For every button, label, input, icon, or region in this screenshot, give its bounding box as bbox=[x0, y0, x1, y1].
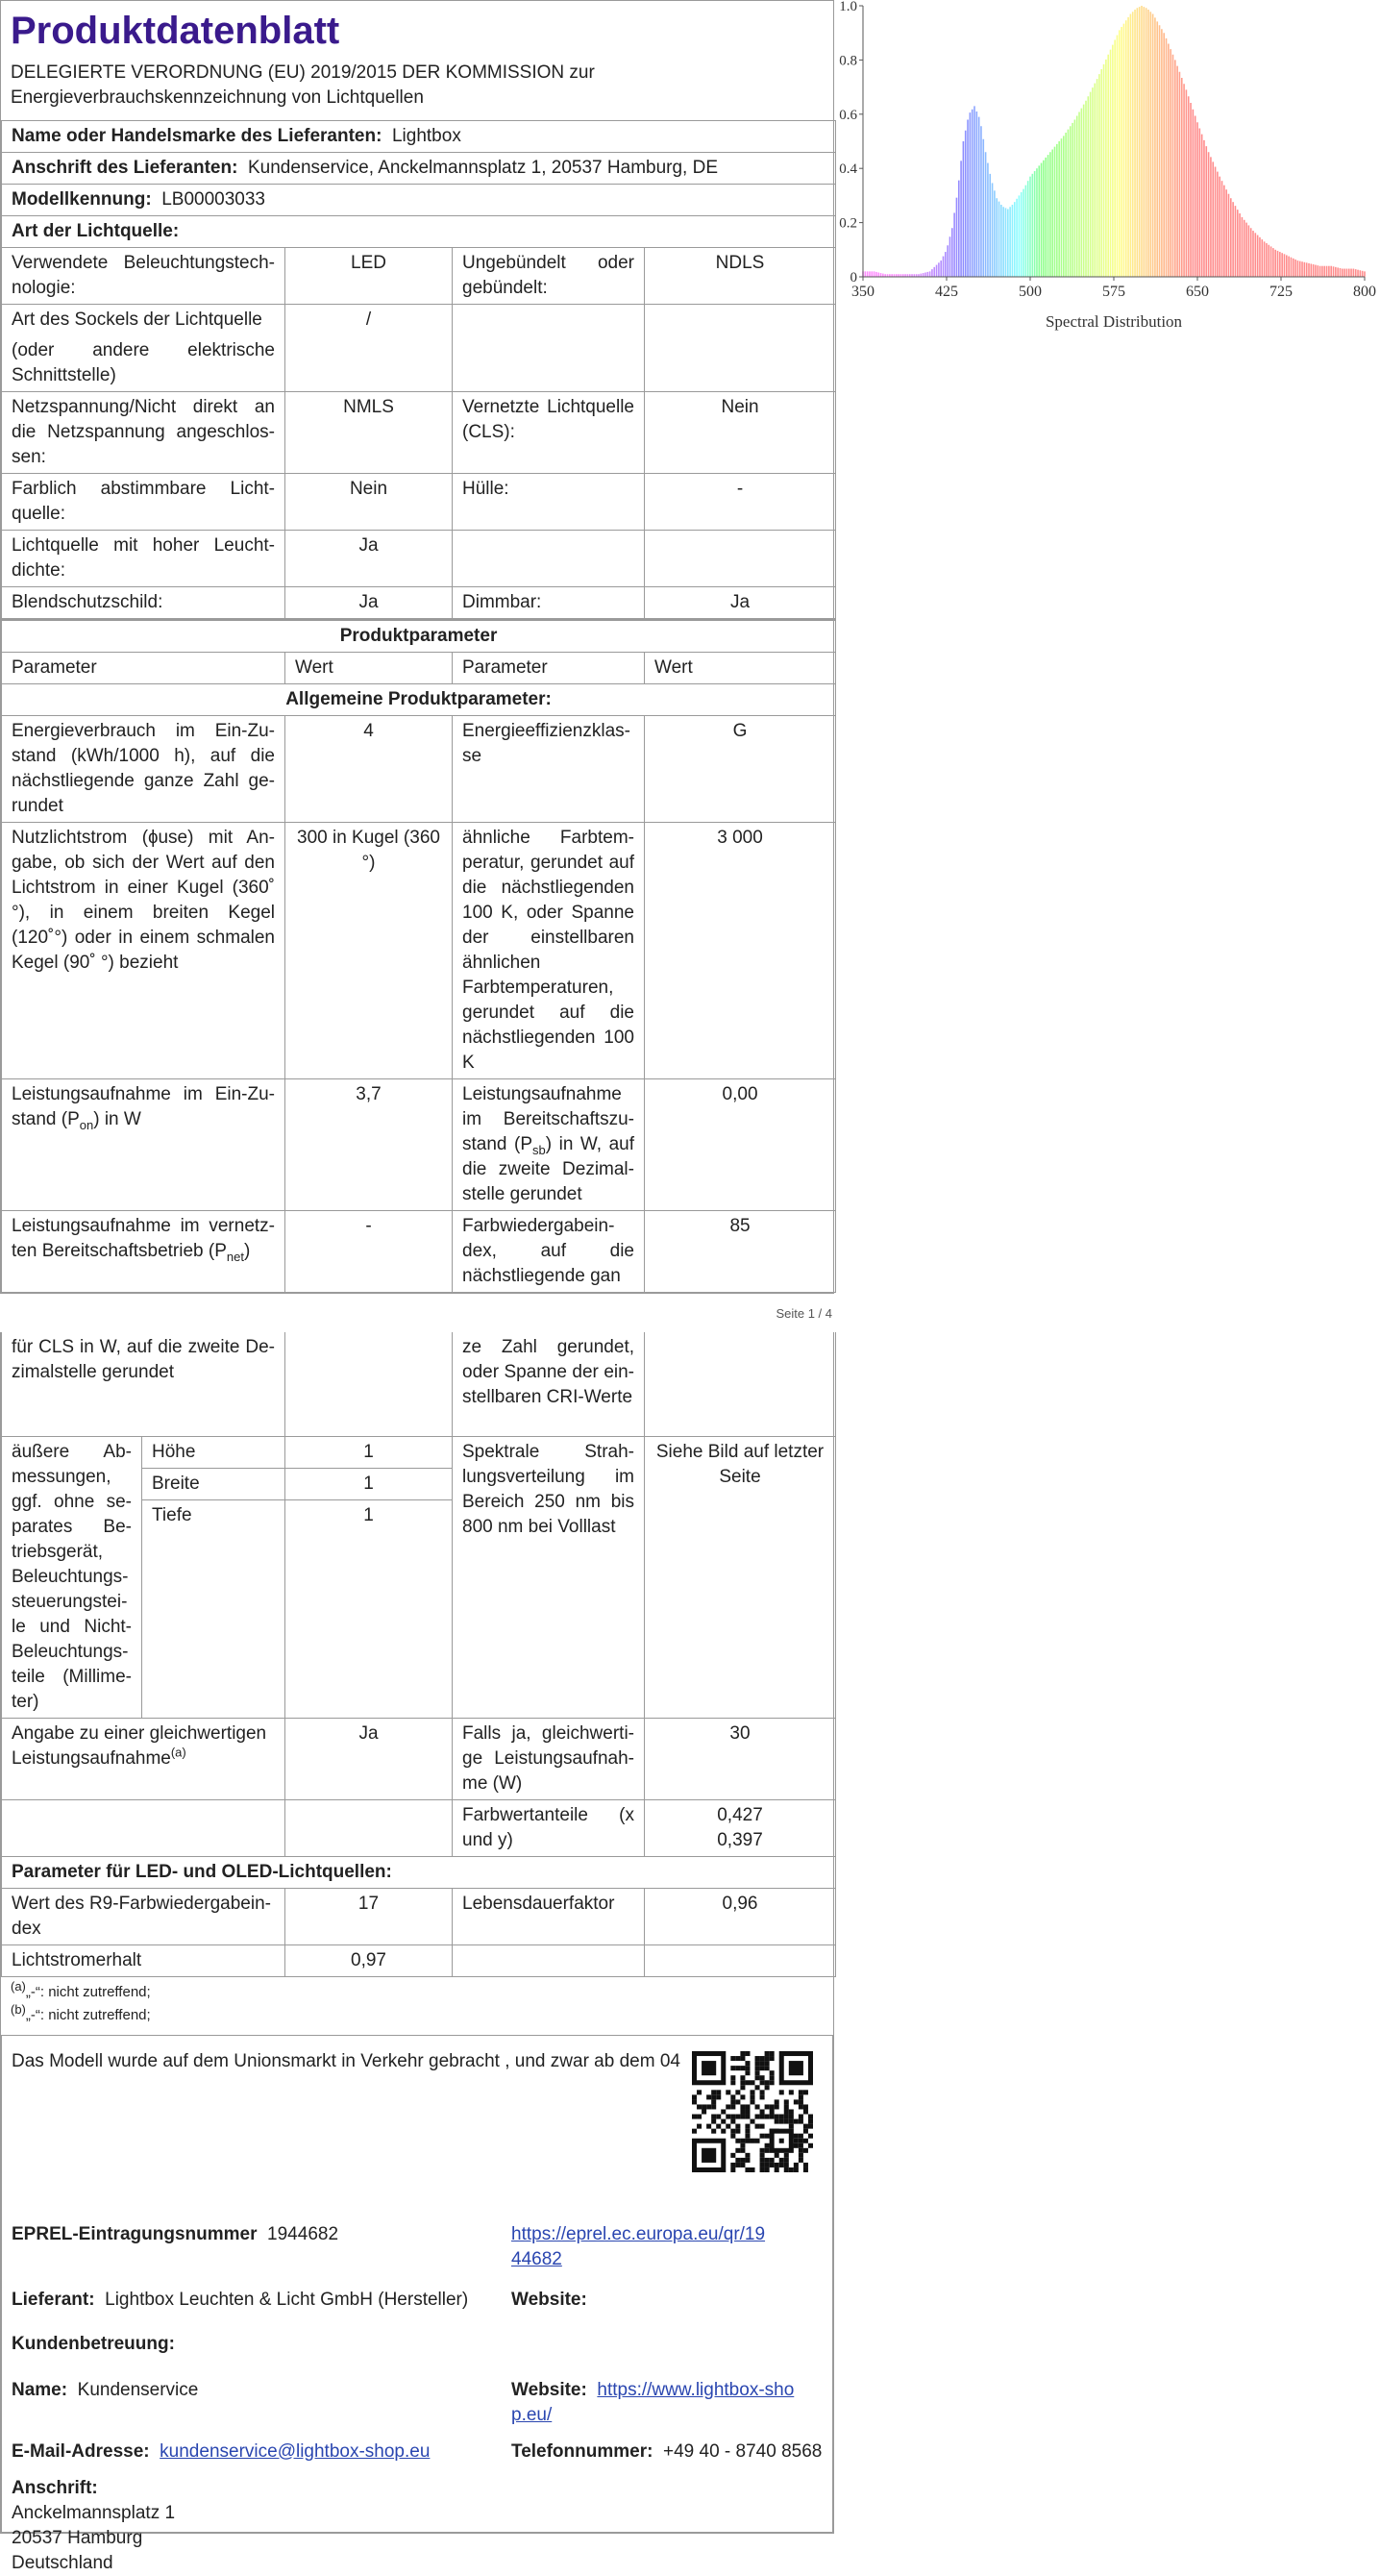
cell-text: ) in W bbox=[93, 1109, 141, 1129]
x-tick-label: 575 bbox=[1102, 284, 1125, 300]
footnote-text: „-“: nicht zutreffend; bbox=[25, 2006, 151, 2023]
cell: Ja bbox=[285, 1718, 453, 1799]
page-number: Seite 1 / 4 bbox=[776, 1306, 832, 1321]
cell bbox=[645, 305, 836, 392]
cell: 3,7 bbox=[285, 1079, 453, 1211]
table-row bbox=[2, 1211, 836, 1293]
website-label: Website: bbox=[511, 2289, 587, 2310]
cell: Ja bbox=[285, 531, 453, 587]
cell: G bbox=[645, 716, 836, 823]
cell: Ja bbox=[645, 587, 836, 619]
model-row bbox=[2, 185, 836, 216]
column-header-value: Wert bbox=[645, 653, 836, 684]
section-header-row bbox=[2, 684, 836, 716]
qr-code-icon[interactable] bbox=[692, 2051, 813, 2172]
email-label: E-Mail-Adresse: bbox=[12, 2440, 150, 2462]
cell: - bbox=[645, 474, 836, 531]
cell: 0,96 bbox=[645, 1888, 836, 1944]
cell: Wert des R9-Farbwiedergabeindex bbox=[2, 1888, 285, 1944]
x-tick-label: 500 bbox=[1019, 284, 1042, 300]
chroma-x: 0,427 bbox=[717, 1804, 763, 1825]
section-header-row bbox=[2, 620, 836, 653]
depth-label: Tiefe bbox=[142, 1500, 285, 1718]
email-link[interactable]: kundenservice@lightbox-shop.eu bbox=[160, 2440, 431, 2462]
supplier-line bbox=[12, 2288, 468, 2313]
page-title: Produktdatenblatt bbox=[11, 10, 340, 52]
model-label: Modellkennung: bbox=[12, 189, 152, 210]
x-tick-label: 350 bbox=[851, 284, 875, 300]
cell: Nein bbox=[645, 392, 836, 474]
name-line bbox=[12, 2378, 198, 2403]
cell bbox=[645, 531, 836, 587]
cell-text: Leistungsaufnahme im vernetzten Bereitschaftsbetrieb (P bbox=[12, 1216, 275, 1261]
eprel-line bbox=[12, 2222, 338, 2247]
cell-text: Angabe zu einer gleichwertigen Leistungsaufnahme bbox=[12, 1722, 267, 1769]
eprel-link[interactable]: https://eprel.ec.europa.eu/qr/19 44682 bbox=[511, 2223, 766, 2269]
table-row bbox=[2, 1332, 836, 1436]
width-label: Breite bbox=[142, 1468, 285, 1499]
spectral-label: Spektrale Strahlungsverteilung im Bereich 250 nm bis 800 nm bei Volllast bbox=[453, 1436, 645, 1718]
website-label: Website: bbox=[511, 2379, 587, 2400]
address-row bbox=[2, 153, 836, 185]
phone-label: Telefonnummer: bbox=[511, 2440, 653, 2462]
cell: NMLS bbox=[285, 392, 453, 474]
supplier-table bbox=[1, 120, 836, 619]
y-tick-label: 1.0 bbox=[839, 0, 857, 14]
section-header-row bbox=[2, 1856, 836, 1888]
cell: / bbox=[285, 305, 453, 392]
height-label: Höhe bbox=[142, 1436, 285, 1468]
cell: - bbox=[285, 1211, 453, 1293]
cell: 3 000 bbox=[645, 823, 836, 1079]
cell: ähnliche Farbtemperatur, gerundet auf die nächstliegenden 100 K, oder Spanne der einstellbaren ähnlichen Farbtemperaturen, gerundet auf die nächstliegenden 100 K bbox=[453, 823, 645, 1079]
x-tick-label: 650 bbox=[1186, 284, 1209, 300]
cell: Farbwiedergabeindex, auf die nächstliegende gan bbox=[453, 1211, 645, 1293]
cell: Lebensdauerfaktor bbox=[453, 1888, 645, 1944]
cell: Lichtstromerhalt bbox=[2, 1944, 285, 1976]
cell: Nein bbox=[285, 474, 453, 531]
column-header-row bbox=[2, 653, 836, 684]
cell: 300 in Kugel (360 °) bbox=[285, 823, 453, 1079]
cell-line: Art des Sockels der Lichtquelle bbox=[12, 310, 262, 330]
y-tick-label: 0.6 bbox=[839, 107, 857, 123]
spectral-distribution-chart bbox=[834, 0, 1380, 336]
x-tick-label: 425 bbox=[935, 284, 958, 300]
cell bbox=[2, 1211, 285, 1293]
y-tick-label: 0.2 bbox=[839, 215, 857, 232]
cell-line: (oder andere elektrische Schnittstelle) bbox=[12, 340, 275, 385]
table-row bbox=[2, 716, 836, 823]
phone-line bbox=[511, 2440, 822, 2465]
footnote-mark: (a) bbox=[11, 1978, 26, 1994]
cell-text: ) in W, auf die zweite Dezimalstelle gerundet bbox=[462, 1134, 635, 1204]
cell: NDLS bbox=[645, 248, 836, 305]
cell: 17 bbox=[285, 1888, 453, 1944]
cell bbox=[453, 305, 645, 392]
table-row bbox=[2, 305, 836, 392]
cell bbox=[645, 1799, 836, 1856]
cell-text: Leistungsaufnahme im Ein-Zustand (P bbox=[12, 1084, 275, 1129]
cell: Falls ja, gleichwertige Leistungsaufnahme (W) bbox=[453, 1718, 645, 1799]
cell: Ja bbox=[285, 587, 453, 619]
supplier-info-value: Lightbox Leuchten & Licht GmbH (Hersteller) bbox=[105, 2289, 469, 2310]
table-row bbox=[2, 392, 836, 474]
supplier-info-box bbox=[1, 2035, 833, 2573]
table-row bbox=[2, 1944, 836, 1976]
cell bbox=[2, 1799, 285, 1856]
width-value: 1 bbox=[285, 1468, 453, 1499]
column-header-value: Wert bbox=[285, 653, 453, 684]
cell bbox=[285, 1332, 453, 1436]
cell: Lichtquelle mit hoher Leuchtdichte: bbox=[2, 531, 285, 587]
height-value: 1 bbox=[285, 1436, 453, 1468]
depth-value: 1 bbox=[285, 1500, 453, 1718]
cell-text: ) bbox=[243, 1241, 251, 1261]
website-line bbox=[511, 2378, 819, 2428]
cell: 85 bbox=[645, 1211, 836, 1293]
cell: Dimmbar: bbox=[453, 587, 645, 619]
cell bbox=[285, 1799, 453, 1856]
table-row bbox=[2, 823, 836, 1079]
cell: Hülle: bbox=[453, 474, 645, 531]
cell-text: Leistungsaufnahme im Bereitschaftszustand (P bbox=[462, 1084, 634, 1154]
supplier-row bbox=[2, 121, 836, 153]
light-source-type-row bbox=[2, 216, 836, 248]
led-parameters-heading: Parameter für LED- und OLED-Lichtquellen: bbox=[2, 1856, 836, 1888]
table-row bbox=[2, 587, 836, 619]
dimensions-label: äußere Abmessungen, ggf. ohne separates Betriebsgerät, Beleuchtungssteuerungsteile und Nicht-Beleuchtungsteile (Millimeter) bbox=[2, 1436, 142, 1718]
footnotes bbox=[1, 1977, 833, 2029]
name-label: Name: bbox=[12, 2379, 68, 2400]
cell bbox=[453, 1944, 645, 1976]
footnote bbox=[1, 1978, 833, 2004]
market-text: Das Modell wurde auf dem Unionsmarkt in Verkehr gebracht , und zwar ab dem 04 bbox=[12, 2050, 680, 2071]
cell bbox=[2, 1718, 285, 1799]
address-info-line: Anckelmannsplatz 1 bbox=[12, 2502, 176, 2523]
cell: Energieeffizienzklasse bbox=[453, 716, 645, 823]
cell: Nutzlichtstrom (ɸuse) mit Angabe, ob sich der Wert auf den Lichtstrom in einer Kugel (360˚ °), in einem breiten Kegel (120˚°) oder in einem schmalen Kegel (90˚ °) bezieht bbox=[2, 823, 285, 1079]
footnote-mark: (b) bbox=[11, 2001, 26, 2017]
cell: Farblich abstimmbare Lichtquelle: bbox=[2, 474, 285, 531]
customer-service-label: Kundenbetreuung: bbox=[12, 2333, 175, 2354]
supplier-info-label: Lieferant: bbox=[12, 2289, 95, 2310]
cell-subscript: on bbox=[79, 1117, 94, 1132]
regulation-subtitle: DELEGIERTE VERORDNUNG (EU) 2019/2015 DER KOMMISSION zur Energieverbrauchskennzeichnung von Lichtquellen bbox=[11, 62, 595, 108]
spectral-value: Siehe Bild auf letzter Seite bbox=[645, 1436, 836, 1718]
cell bbox=[453, 1079, 645, 1211]
y-tick-label: 0 bbox=[850, 270, 857, 285]
x-axis-label: Spectral Distribution bbox=[1045, 312, 1183, 331]
email-line bbox=[12, 2440, 430, 2465]
eprel-value: 1944682 bbox=[267, 2223, 339, 2244]
table-row bbox=[2, 1799, 836, 1856]
column-header-parameter: Parameter bbox=[453, 653, 645, 684]
cell-subscript: net bbox=[226, 1249, 244, 1264]
cell: für CLS in W, auf die zweite Dezimalstelle gerundet bbox=[2, 1332, 285, 1436]
table-row bbox=[2, 1079, 836, 1211]
cell: Blendschutzschild: bbox=[2, 587, 285, 619]
cell: 0,97 bbox=[285, 1944, 453, 1976]
footnote bbox=[1, 2001, 833, 2027]
address-info-line: 20537 Hamburg bbox=[12, 2527, 143, 2548]
supplier-value: Lightbox bbox=[391, 126, 461, 146]
y-tick-label: 0.8 bbox=[839, 53, 857, 69]
product-parameter-table-continued bbox=[1, 1332, 836, 1977]
cell bbox=[2, 305, 285, 392]
product-parameters-heading: Produktparameter bbox=[2, 620, 836, 653]
chroma-y: 0,397 bbox=[717, 1829, 763, 1850]
cell: Energieverbrauch im Ein-Zustand (kWh/1000 h), auf die nächstliegende ganze Zahl gerundet bbox=[2, 716, 285, 823]
x-tick-label: 725 bbox=[1269, 284, 1293, 300]
cell bbox=[645, 1944, 836, 1976]
cell bbox=[453, 531, 645, 587]
light-source-type-label: Art der Lichtquelle: bbox=[2, 216, 836, 248]
cell: 0,00 bbox=[645, 1079, 836, 1211]
address-info-label: Anschrift: bbox=[12, 2477, 98, 2498]
website-link[interactable]: https://www.lightbox-sho p.eu/ bbox=[511, 2379, 795, 2425]
footnote-mark: (a) bbox=[170, 1745, 186, 1760]
cell: Ungebündelt oder gebündelt: bbox=[453, 248, 645, 305]
cell: Netzspannung/Nicht direkt an die Netzspannung angeschlossen: bbox=[2, 392, 285, 474]
name-value: Kundenservice bbox=[77, 2379, 199, 2400]
cell: ze Zahl gerundet, oder Spanne der einstellbaren CRI-Werte bbox=[453, 1332, 645, 1436]
cell: Farbwertanteile (x und y) bbox=[453, 1799, 645, 1856]
cell bbox=[2, 1079, 285, 1211]
address-label: Anschrift des Lieferanten: bbox=[12, 158, 238, 178]
column-header-parameter: Parameter bbox=[2, 653, 285, 684]
cell: 30 bbox=[645, 1718, 836, 1799]
product-parameter-table bbox=[1, 619, 836, 1293]
cell bbox=[645, 1332, 836, 1436]
cell: Verwendete Beleuchtungstechnologie: bbox=[2, 248, 285, 305]
address-value: Kundenservice, Anckelmannsplatz 1, 20537 Hamburg, DE bbox=[248, 158, 718, 178]
model-value: LB00003033 bbox=[161, 189, 265, 210]
cell: 4 bbox=[285, 716, 453, 823]
table-row bbox=[2, 1888, 836, 1944]
table-row bbox=[2, 531, 836, 587]
cell-subscript: sb bbox=[532, 1142, 546, 1157]
supplier-label: Name oder Handelsmarke des Lieferanten: bbox=[12, 126, 382, 146]
cell: Vernetzte Lichtquelle (CLS): bbox=[453, 392, 645, 474]
x-tick-label: 800 bbox=[1353, 284, 1376, 300]
table-row bbox=[2, 474, 836, 531]
y-tick-label: 0.4 bbox=[839, 161, 857, 178]
table-row bbox=[2, 1718, 836, 1799]
phone-value: +49 40 - 8740 8568 bbox=[663, 2440, 823, 2462]
footnote-text: „-“: nicht zutreffend; bbox=[25, 1983, 151, 2000]
table-row bbox=[2, 1436, 836, 1468]
page-2 bbox=[0, 1332, 834, 2573]
eprel-label: EPREL-Eintragungsnummer bbox=[12, 2223, 258, 2244]
page-1 bbox=[0, 0, 834, 1294]
cell: LED bbox=[285, 248, 453, 305]
table-row bbox=[2, 248, 836, 305]
address-info-line: Deutschland bbox=[12, 2552, 113, 2573]
general-parameters-heading: Allgemeine Produktparameter: bbox=[2, 684, 836, 716]
